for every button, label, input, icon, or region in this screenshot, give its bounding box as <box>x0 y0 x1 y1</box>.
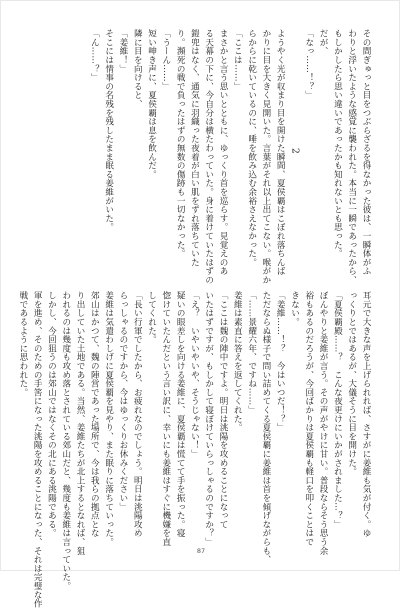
text-line: 郊山はかつて、魏の陣営であった場所で、今は我らの拠点とな <box>89 291 100 538</box>
page-number: 87 <box>196 547 206 555</box>
text-line: まさかと言う思いとともに、ゆっくり首を巡らす。見覚えのあ <box>218 29 229 276</box>
text-line: 隣に目を向けると、 <box>132 29 143 109</box>
text-line: わりと浮いたような感覚に襲われた。本当に一瞬であったから、 <box>346 29 357 285</box>
text-line: 「姜維！」 <box>117 29 128 73</box>
text-line: われるのは幾度も攻め落とされている郊山だと、幾度も姜維は言っていた。 <box>60 291 71 591</box>
upper-text-column <box>29 29 373 285</box>
text-line: 戦であるように思われた。 <box>17 291 28 397</box>
text-line: 短い呻き声に、夏侯覇は息を飲んだ。 <box>146 29 157 179</box>
text-line: 「夏侯覇殿……？ こんな夜更けにいかがされました…？」 <box>332 291 343 529</box>
text-line: だが、 <box>318 29 329 56</box>
text-line: らっしゃるのですから、今はゆっくりお休みください」 <box>117 291 128 511</box>
text-line: 惚けていたんだという言い訳に、幸いにも姜維はすぐに機嫌を直 <box>160 291 171 547</box>
text-line: しかし、今回狙うのは郊山ではなくその北にある洮陽である。 <box>46 291 57 538</box>
text-line: 耳元で大きな声を上げられれば、さすがに姜維も気が付く。ゆ <box>361 291 371 538</box>
text-line: ぼんやりと姜維が言う。その声がやけに甘い。普段ならそう思う余 <box>318 291 329 555</box>
text-line: ただならぬ様子で問い詰めてくる夏侯覇に姜維は首を傾げながらも、 <box>260 291 271 564</box>
text-line: 姜維は気遣わしげに夏侯覇を見やり、また眠りに落ちていった。 <box>103 291 114 547</box>
text-line: り。瀕死の戦で負ったはずの無数の傷跡も一切なかった。 <box>175 29 186 258</box>
text-line: きない。 <box>289 291 300 327</box>
section-number: 2 <box>289 147 300 154</box>
text-line: 「姜維……！？ 今はいつだ！？」 <box>275 291 286 432</box>
text-line: 裕もあるのだろうが、今回ばかりは夏侯覇も軽口を叩くことはで <box>303 291 314 547</box>
text-line: 「うーん……」 <box>160 29 171 91</box>
text-line: 「ん……？」 <box>89 29 100 82</box>
text-line: 姜維は素直に答えを返してくれた。 <box>232 291 243 432</box>
text-line: そこには情事の名残を残したまま眠る姜維がいた。 <box>103 29 114 232</box>
text-line: らからに乾いているのに、唾を飲み込む余裕さえなかった。 <box>246 29 257 267</box>
text-line: 疑いの眼差しを向ける姜維に、夏侯覇は慌てて手を振った。寝 <box>175 291 186 538</box>
text-line: してくれた。 <box>146 291 157 344</box>
text-line: 「ここは……」 <box>232 29 243 91</box>
text-line: 「なっ……！？」 <box>303 29 314 100</box>
text-line: 軍を進め、そのための手筈になった洮陽を攻めることになった、それは完璧な作 <box>32 291 43 608</box>
text-line: 「ここは魏の陣中ですよ。明日は洮陽を攻めることになって <box>218 291 229 529</box>
text-line: 「え？ いやいやいや、そうじゃない！」 <box>189 291 200 459</box>
text-line: その間ぎゅっと目をつぶらざるを得なかった彼は、一瞬体がふ <box>361 29 371 276</box>
text-line: 鎧兜はなく、通気に羽織った夜着が白い肌をずれ落ちていた <box>189 29 200 267</box>
text-line: もしかしたら思い違いであったかも知れないとも思った。 <box>332 29 343 258</box>
text-line: っくりとではあるが、大儀そうに目を開けた。 <box>346 291 357 476</box>
text-line: かりに目を大きく見開いた。言葉がそれ以上出てこない。喉がか <box>260 29 271 285</box>
text-line: 「……景耀六年、ですね……」 <box>246 291 257 415</box>
text-line: ようやく光が収まり目を開けた瞬間、夏侯覇はこぼれ落ちんば <box>275 29 286 276</box>
text-line: いたはずですが、もしかして寝ぼけていらっしゃるのですか？」 <box>203 291 214 547</box>
text-line: 「長い行軍でしたから、お疲れなのでしょう。明日は洮陽攻め <box>132 291 143 538</box>
text-line: る天幕の下に、今自分は横たわっていた。身に着けていたはずの <box>203 29 214 285</box>
text-line: り出していた土地である。当然、姜維たちが北上するとなれば、狙 <box>75 291 86 555</box>
